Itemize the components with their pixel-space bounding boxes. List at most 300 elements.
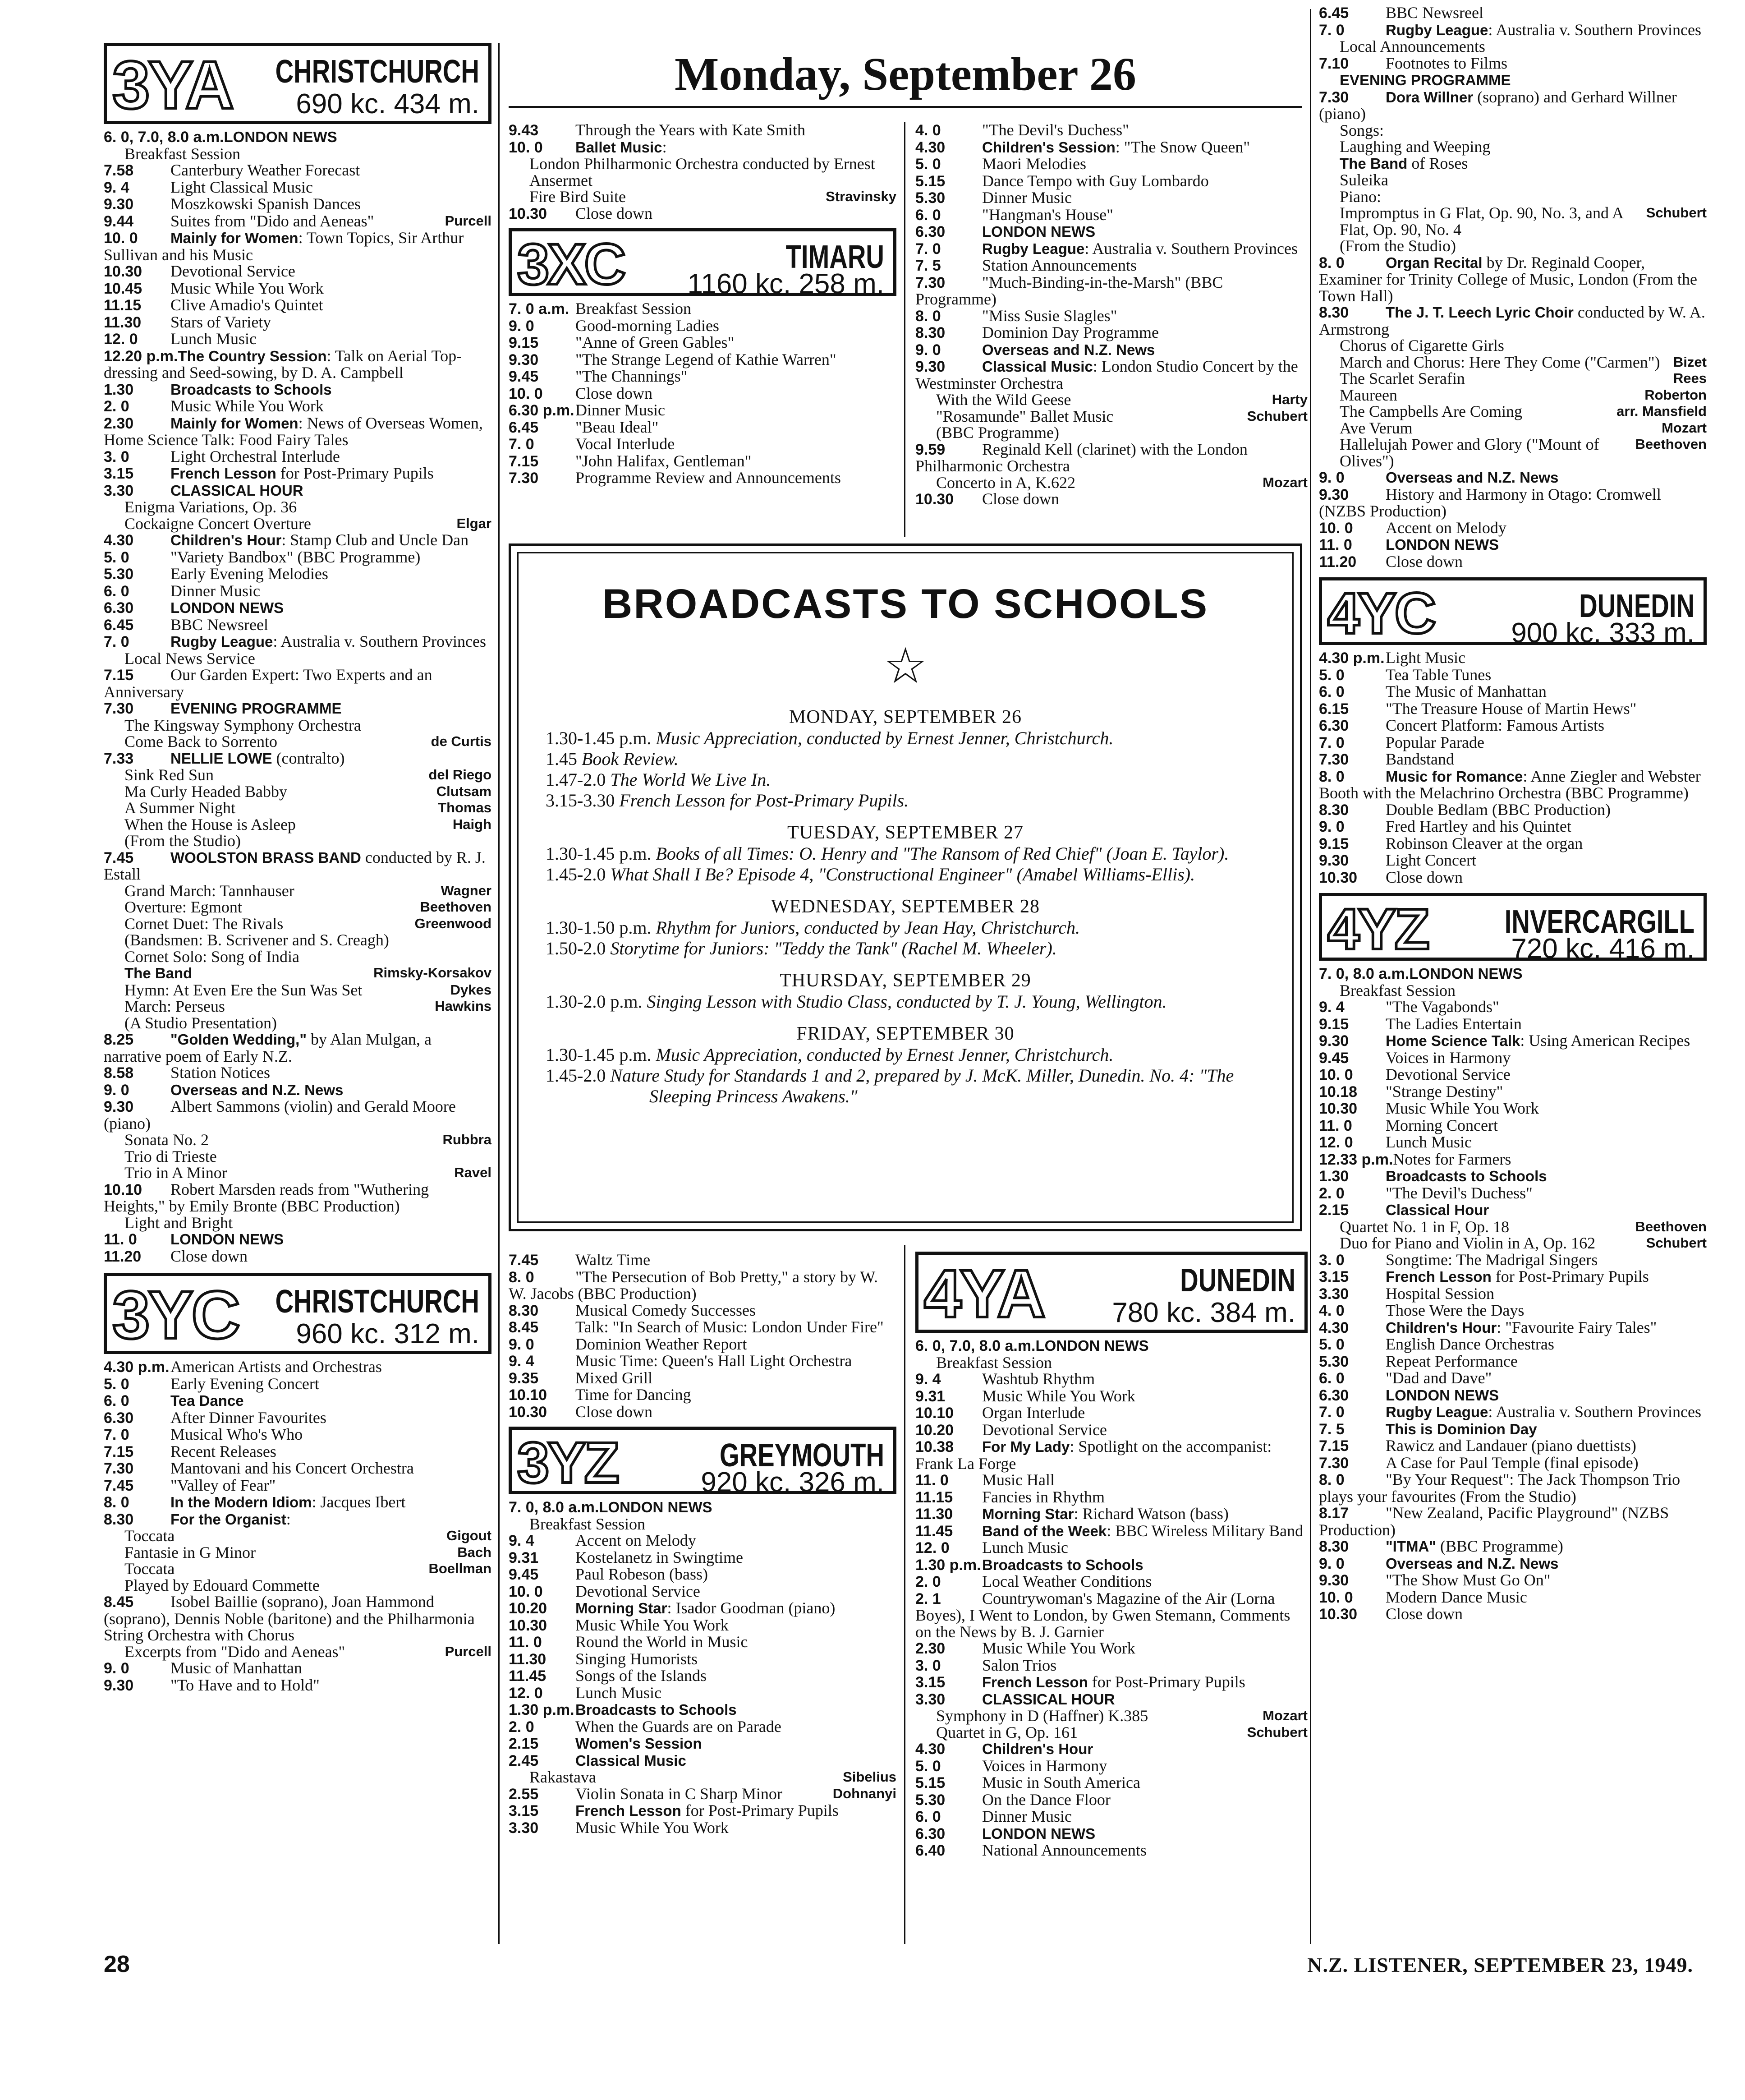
- programme-title: The Ladies Entertain: [1386, 1014, 1522, 1033]
- programme-highlight: EVENING PROGRAMME: [170, 700, 342, 717]
- programme-item: [1319, 387, 1707, 404]
- programme-time: 7. 5: [915, 257, 941, 274]
- programme-item: [104, 700, 491, 717]
- programme-highlight: "ITMA": [1386, 1538, 1436, 1555]
- programme-highlight: LONDON NEWS: [170, 1231, 284, 1248]
- programme-item: [509, 1549, 896, 1566]
- schools-item: 1.50-2.0 Storytime for Juniors: "Teddy the Tank" (Rachel M. Wheeler).: [546, 938, 1057, 958]
- programme-item: [1319, 965, 1707, 982]
- programme-time: 8.25: [104, 1031, 134, 1048]
- programme-time: 2.45: [509, 1752, 539, 1769]
- programme-title: National Announcements: [982, 1841, 1147, 1859]
- programme-title: Close down: [575, 384, 652, 402]
- programme-time: 9. 0: [509, 317, 534, 335]
- programme-time: 6.30 p.m.: [509, 402, 574, 419]
- programme-time: 10.10: [104, 1181, 142, 1198]
- programme-item: [1319, 520, 1707, 537]
- programme-title: Fantasie in G Minor: [124, 1543, 256, 1561]
- programme-item: [1319, 1387, 1707, 1404]
- schools-day-heading: MONDAY, SEPTEMBER 26: [789, 707, 1022, 728]
- programme-title: Accent on Melody: [575, 1531, 696, 1549]
- programme-time: 10.10: [509, 1386, 547, 1404]
- programme-time: 8.58: [104, 1064, 134, 1082]
- programme-highlight: NELLIE LOWE: [170, 750, 272, 767]
- programme-title: London Philharmonic Orchestra conducted by Ernest Ansermet: [529, 155, 875, 189]
- programme-item: [1319, 1100, 1707, 1117]
- programme-time: 5. 0: [104, 1375, 129, 1393]
- programme-title: (BBC Programme): [936, 424, 1059, 442]
- programme-title: [982, 1556, 1143, 1574]
- programme-time: 12. 0: [1319, 1134, 1353, 1151]
- programme-item: [104, 1031, 491, 1064]
- programme-time: 6.30: [1319, 717, 1349, 734]
- programme-title: Double Bedlam (BBC Production): [1386, 800, 1611, 819]
- station-header-3yz: [509, 1427, 896, 1498]
- programme-time: 4.30 p.m.: [104, 1359, 170, 1376]
- programme-time: 6.45: [1319, 5, 1349, 22]
- station-header-3ya: [104, 43, 491, 124]
- programme-title: Music Time: Queen's Hall Light Orchestra: [575, 1352, 852, 1370]
- programme-time: 6. 0: [104, 1392, 129, 1409]
- programme-title: Cornet Solo: Song of India: [124, 947, 299, 966]
- programme-time: 3.15: [104, 465, 134, 482]
- programme-title: Close down: [1386, 1605, 1463, 1623]
- programme-title: "Valley of Fear": [170, 1476, 276, 1494]
- composer: Mozart: [1662, 419, 1707, 436]
- programme-title: Chorus of Cigarette Girls: [1340, 336, 1504, 355]
- station-city: DUNEDIN: [1180, 1262, 1295, 1299]
- programme-item: [104, 949, 491, 965]
- programme-title: [1409, 964, 1522, 982]
- programme-item: [509, 1667, 896, 1685]
- composer: Schubert: [1247, 408, 1308, 424]
- programme-time: 10.30: [104, 263, 142, 280]
- programme-title: Voices in Harmony: [1386, 1048, 1511, 1067]
- programme-title: Voices in Harmony: [982, 1756, 1107, 1775]
- programme-time: 11. 0: [915, 1472, 949, 1489]
- programme-highlight: Rugby League: [982, 240, 1085, 257]
- programme-title: (A Studio Presentation): [124, 1013, 277, 1032]
- programme-item: [104, 162, 491, 179]
- programme-time: 5. 0: [915, 1757, 941, 1775]
- composer: de Curtis: [431, 733, 491, 749]
- programme-title: Breakfast Session: [575, 299, 691, 318]
- station-callsign: 3YZ: [517, 1431, 618, 1495]
- programme-time: 11.30: [509, 1650, 546, 1668]
- programme-time: 7. 5: [1319, 1420, 1345, 1438]
- programme-time: 8. 0: [915, 307, 941, 325]
- composer: Schubert: [1247, 1724, 1308, 1740]
- programme-time: 5. 0: [915, 156, 941, 173]
- programme-item: [104, 230, 491, 263]
- programme-highlight: Children's Hour: [170, 532, 282, 548]
- programme-title: For the Organist:: [170, 1510, 291, 1528]
- programme-title: French Lesson for Post-Primary Pupils: [1386, 1267, 1649, 1285]
- programme-item: [104, 213, 491, 230]
- programme-title: "John Halifax, Gentleman": [575, 451, 752, 470]
- programme-item: [1319, 1471, 1707, 1505]
- programme-time: 9.15: [1319, 835, 1349, 852]
- programme-title: Devotional Service: [1386, 1065, 1511, 1083]
- programme-title: Light Orchestral Interlude: [170, 447, 340, 465]
- programme-time: 9.30: [915, 358, 946, 375]
- programme-title: Washtub Rhythm: [982, 1370, 1095, 1388]
- programme-time: 7.30: [104, 1460, 134, 1477]
- programme-title: Rugby League: Australia v. Southern Provinces: [1386, 1403, 1701, 1421]
- programme-time: 10.30: [509, 205, 547, 222]
- programme-item: [104, 1528, 491, 1544]
- programme-list: [104, 129, 491, 1265]
- programme-time: 7.30: [104, 700, 134, 717]
- programme-title: Music While You Work: [1386, 1099, 1539, 1117]
- programme-title: Dominion Day Programme: [982, 323, 1159, 341]
- programme-item: [1319, 734, 1707, 751]
- programme-item: [104, 583, 491, 600]
- programme-time: 2.55: [509, 1785, 539, 1803]
- programme-item: [1319, 1235, 1707, 1252]
- programme-title: The Scarlet Serafin: [1340, 369, 1465, 387]
- programme-item: [1319, 1168, 1707, 1185]
- programme-item: [915, 1371, 1308, 1388]
- programme-time: 5. 0: [1319, 1336, 1345, 1353]
- programme-time: 3. 0: [1319, 1251, 1345, 1269]
- programme-highlight: Organ Recital: [1386, 254, 1483, 271]
- programme-item: [915, 1472, 1308, 1489]
- programme-title: [1386, 1167, 1547, 1185]
- programme-title: Music for Romance: Anne Ziegler and Webster Booth with the Melachrino Orchestra (BBC Programme): [1319, 767, 1701, 802]
- programme-title: BBC Newsreel: [1386, 4, 1483, 22]
- programme-time: 8. 0: [1319, 254, 1345, 272]
- programme-time: 11.30: [104, 313, 142, 331]
- programme-title: Bandstand: [1386, 750, 1454, 768]
- programme-time: 6. 0, 7.0, 8.0 a.m.: [104, 129, 224, 146]
- programme-title: Organ Recital by Dr. Reginald Cooper, Examiner for Trinity College of Music, London (From the Town Hall): [1319, 253, 1697, 305]
- programme-item: [509, 1735, 896, 1752]
- programme-highlight: LONDON NEWS: [1035, 1337, 1149, 1354]
- programme-title: Dinner Music: [982, 1807, 1072, 1825]
- programme-title: Repeat Performance: [1386, 1352, 1518, 1370]
- programme-item: [104, 1165, 491, 1181]
- programme-title: [170, 380, 332, 398]
- programme-item: [509, 1685, 896, 1702]
- programme-item: [104, 717, 491, 734]
- programme-title: Clive Amadio's Quintet: [170, 296, 323, 314]
- schools-day-heading: THURSDAY, SEPTEMBER 29: [780, 970, 1031, 991]
- programme-title: The Band of Roses: [1340, 154, 1468, 172]
- programme-item: [915, 1758, 1308, 1775]
- programme-time: 12.33 p.m.: [1319, 1151, 1393, 1168]
- composer: Boellman: [428, 1561, 491, 1576]
- programme-time: 2. 0: [1319, 1184, 1345, 1202]
- programme-title: Our Garden Expert: Two Experts and an Anniversary: [104, 666, 432, 701]
- programme-title: A Summer Night: [124, 799, 236, 817]
- programme-title: Music While You Work: [170, 279, 324, 297]
- programme-highlight: LONDON NEWS: [982, 223, 1096, 240]
- programme-title: Quartet No. 1 in F, Op. 18: [1340, 1217, 1510, 1236]
- programme-title: Dinner Music: [982, 189, 1072, 207]
- programme-title: "The Vagabonds": [1386, 998, 1499, 1016]
- programme-title: Music While You Work: [982, 1639, 1135, 1657]
- programme-item: [915, 491, 1308, 508]
- programme-title: English Dance Orchestras: [1386, 1335, 1554, 1353]
- programme-time: 9.30: [104, 196, 134, 213]
- programme-item: [509, 1769, 896, 1786]
- broadcasts-to-schools-box: [509, 543, 1302, 1231]
- programme-title: Early Evening Concert: [170, 1374, 319, 1393]
- programme-item: [1319, 1032, 1707, 1050]
- composer: Mozart: [1263, 474, 1308, 490]
- station-header-4ya: [915, 1252, 1308, 1333]
- programme-title: History and Harmony in Otago: Cromwell (NZBS Production): [1319, 485, 1661, 520]
- programme-time: 10.38: [915, 1438, 954, 1455]
- programme-item: [1319, 337, 1707, 354]
- programme-title: (Bandsmen: B. Scrivener and S. Creagh): [124, 931, 389, 949]
- programme-title: Music of Manhattan: [170, 1659, 302, 1677]
- programme-item: [915, 1422, 1308, 1439]
- programme-title: Toccata: [124, 1560, 175, 1578]
- programme-item: [915, 1640, 1308, 1657]
- programme-title: Concert Platform: Famous Artists: [1386, 716, 1604, 734]
- programme-item: [104, 1460, 491, 1477]
- programme-time: 7. 0: [104, 633, 129, 650]
- programme-time: 2. 0: [915, 1573, 941, 1590]
- programme-title: [982, 1690, 1115, 1708]
- programme-time: 7.10: [1319, 55, 1349, 72]
- programme-time: 7. 0: [915, 240, 941, 258]
- programme-title: Local Weather Conditions: [982, 1572, 1152, 1590]
- composer: Beethoven: [1635, 436, 1707, 452]
- programme-item: [104, 1426, 491, 1443]
- station-callsign: 4YC: [1327, 581, 1434, 646]
- programme-time: 9.59: [915, 441, 946, 458]
- programme-title: Station Notices: [170, 1064, 270, 1082]
- programme-time: 9. 0: [104, 1660, 129, 1677]
- programme-item: [1319, 469, 1707, 486]
- station-frequency: 900 kc. 333 m.: [1511, 617, 1694, 649]
- programme-list: [509, 1499, 896, 1836]
- station-callsign: 4YA: [924, 1256, 1044, 1331]
- programme-highlight: Children's Session: [982, 138, 1116, 156]
- programme-item: [509, 334, 896, 351]
- programme-time: 11. 0: [509, 1634, 542, 1651]
- programme-title: In the Modern Idiom: Jacques Ibert: [170, 1493, 406, 1511]
- programme-list: [915, 1337, 1308, 1859]
- programme-title: French Lesson for Post-Primary Pupils: [982, 1673, 1245, 1691]
- programme-time: 9.43: [509, 122, 539, 139]
- programme-time: 5.30: [1319, 1353, 1349, 1370]
- column-rule: [498, 43, 500, 1944]
- programme-list: [1319, 965, 1707, 1623]
- programme-item: [1319, 835, 1707, 852]
- programme-time: 4.30: [915, 138, 946, 156]
- programme-title: [170, 1230, 284, 1248]
- programme-item: [1319, 700, 1707, 718]
- programme-title: Enigma Variations, Op. 36: [124, 498, 297, 516]
- programme-title: Suites from "Dido and Aeneas": [170, 212, 374, 230]
- programme-title: "The Show Must Go On": [1386, 1571, 1551, 1589]
- programme-time: 2. 0: [509, 1718, 534, 1736]
- programme-title: March: Perseus: [124, 997, 225, 1015]
- programme-item: [915, 1573, 1308, 1590]
- programme-title: Light Classical Music: [170, 178, 313, 196]
- programme-time: 1.30 p.m.: [509, 1701, 574, 1718]
- programme-item: [1319, 1151, 1707, 1168]
- programme-item: [915, 139, 1308, 156]
- programme-title: Mantovani and his Concert Orchestra: [170, 1459, 414, 1477]
- programme-time: 9. 4: [509, 1353, 534, 1370]
- programme-title: [982, 1824, 1095, 1842]
- programme-highlight: Rugby League: [170, 633, 273, 650]
- composer: Elgar: [456, 515, 491, 531]
- programme-item: [104, 816, 491, 833]
- programme-title: Dance Tempo with Guy Lombardo: [982, 171, 1209, 190]
- programme-time: 8.30: [509, 1302, 539, 1319]
- programme-item: [1319, 751, 1707, 768]
- programme-title: Fire Bird Suite: [529, 188, 626, 206]
- station-header-3xc: [509, 228, 896, 299]
- page-number: 28: [104, 1951, 130, 1977]
- programme-title: Close down: [1386, 868, 1463, 886]
- programme-time: 3. 0: [915, 1657, 941, 1674]
- programme-item: [915, 173, 1308, 190]
- programme-time: 9. 4: [915, 1371, 941, 1388]
- programme-time: 6.30: [1319, 1386, 1349, 1404]
- programme-title: (From the Studio): [1340, 237, 1456, 255]
- programme-title: Ma Curly Headed Babby: [124, 782, 287, 801]
- programme-title: Programme Review and Announcements: [575, 469, 841, 487]
- programme-item: [104, 750, 491, 767]
- programme-time: 4.30: [915, 1741, 946, 1758]
- programme-item: [915, 308, 1308, 325]
- programme-time: 10.45: [104, 280, 142, 297]
- station-callsign: 3YC: [112, 1277, 239, 1353]
- programme-item: [1319, 486, 1707, 520]
- programme-time: 2. 1: [915, 1590, 941, 1607]
- programme-title: Sink Red Sun: [124, 766, 214, 784]
- programme-title: Close down: [575, 204, 652, 222]
- programme-time: 6. 0: [104, 582, 129, 600]
- column-rule: [904, 1245, 905, 1944]
- programme-time: 7.30: [1319, 1454, 1349, 1472]
- programme-title: [1036, 1336, 1149, 1354]
- programme-item: [1319, 172, 1707, 189]
- programme-highlight: WOOLSTON BRASS BAND: [170, 849, 361, 866]
- programme-item: [1319, 1016, 1707, 1033]
- schools-day-heading: TUESDAY, SEPTEMBER 27: [787, 822, 1024, 843]
- programme-highlight: LONDON NEWS: [224, 129, 337, 145]
- column-3ya: [104, 43, 491, 1694]
- schools-item: 1.30-2.0 p.m. Singing Lesson with Studio Class, conducted by T. J. Young, Wellington.: [546, 991, 1167, 1012]
- programme-time: 11.30: [915, 1506, 953, 1523]
- programme-highlight: LONDON NEWS: [1386, 536, 1499, 553]
- programme-title: "Dad and Dave": [1386, 1369, 1492, 1387]
- programme-title: Morning Concert: [1386, 1116, 1498, 1134]
- star-icon: ☆: [883, 639, 928, 694]
- programme-title: Songs:: [1340, 121, 1384, 139]
- programme-item: [104, 465, 491, 482]
- programme-title: French Lesson for Post-Primary Pupils: [575, 1801, 839, 1819]
- programme-item: [509, 1499, 896, 1516]
- programme-title: Accent on Melody: [1386, 518, 1506, 537]
- programme-time: 9. 4: [104, 179, 129, 196]
- programme-title: Symphony in D (Haffner) K.385: [936, 1707, 1148, 1725]
- programme-title: "To Have and to Hold": [170, 1676, 320, 1694]
- programme-title: When the Guards are on Parade: [575, 1717, 781, 1736]
- programme-item: [509, 1353, 896, 1370]
- programme-highlight: Mainly for Women: [170, 414, 298, 432]
- programme-title: Lunch Music: [170, 330, 257, 348]
- programme-item: [104, 532, 491, 549]
- programme-item: [1319, 553, 1707, 571]
- programme-time: 9.30: [1319, 1572, 1349, 1589]
- station-frequency: 1160 kc. 258 m.: [687, 268, 884, 299]
- programme-item: [509, 1819, 896, 1837]
- programme-title: Grand March: Tannhauser: [124, 881, 294, 900]
- programme-title: Time for Dancing: [575, 1386, 691, 1404]
- programme-time: 7. 0, 8.0 a.m.: [509, 1499, 599, 1516]
- programme-item: [915, 1791, 1308, 1809]
- programme-item: [104, 899, 491, 916]
- programme-time: 8.30: [104, 1511, 134, 1528]
- composer: arr. Mansfield: [1616, 403, 1707, 419]
- programme-time: 6. 0: [1319, 1370, 1345, 1387]
- programme-time: 11.45: [915, 1522, 953, 1540]
- programme-title: Sonata No. 2: [124, 1131, 209, 1149]
- programme-title: (From the Studio): [124, 832, 241, 850]
- programme-item: [915, 1708, 1308, 1724]
- programme-title: Concerto in A, K.622: [936, 473, 1075, 492]
- programme-title: Waltz Time: [575, 1251, 651, 1269]
- composer: Purcell: [445, 1643, 491, 1659]
- programme-title: Close down: [982, 490, 1059, 508]
- station-city: INVERCARGILL: [1504, 904, 1694, 940]
- programme-item: [509, 122, 896, 139]
- composer: Ravel: [454, 1165, 491, 1180]
- programme-title: [575, 1734, 702, 1752]
- programme-title: Tea Table Tunes: [1386, 665, 1492, 684]
- programme-item: [1319, 436, 1707, 469]
- programme-item: [915, 257, 1308, 274]
- programme-title: Ballet Music:: [575, 138, 667, 156]
- programme-time: 3. 0: [104, 448, 129, 465]
- programme-time: 6.30: [104, 1409, 134, 1427]
- programme-time: 7.15: [509, 452, 539, 470]
- programme-item: [104, 1593, 491, 1644]
- programme-item: [509, 368, 896, 385]
- programme-title: "Much-Binding-in-the-Marsh" (BBC Programme): [915, 273, 1223, 308]
- programme-time: 9.15: [509, 334, 539, 351]
- programme-time: 10. 0: [1319, 1589, 1353, 1606]
- programme-title: Morning Star: Isador Goodman (piano): [575, 1599, 836, 1617]
- publication-line: N.Z. LISTENER, SEPTEMBER 23, 1949.: [1307, 1953, 1693, 1976]
- programme-time: 10. 0: [1319, 1066, 1353, 1083]
- programme-time: 4.30: [1319, 1319, 1349, 1336]
- programme-title: Hospital Session: [1386, 1284, 1495, 1303]
- programme-highlight: Band of the Week: [982, 1522, 1107, 1539]
- programme-item: [104, 1511, 491, 1528]
- programme-item: [509, 1752, 896, 1769]
- schools-item: 1.45 Book Review.: [546, 749, 679, 769]
- programme-time: 8.30: [915, 324, 946, 341]
- programme-title: For My Lady: Spotlight on the accompanist: Frank La Forge: [915, 1437, 1272, 1473]
- programme-highlight: Broadcasts to Schools: [170, 381, 332, 398]
- programme-time: 6.30: [915, 1825, 946, 1842]
- programme-highlight: French Lesson: [1386, 1268, 1492, 1285]
- programme-title: Close down: [170, 1247, 248, 1265]
- programme-item: [1319, 1353, 1707, 1370]
- programme-title: [1386, 468, 1558, 486]
- composer: Schubert: [1646, 1235, 1707, 1251]
